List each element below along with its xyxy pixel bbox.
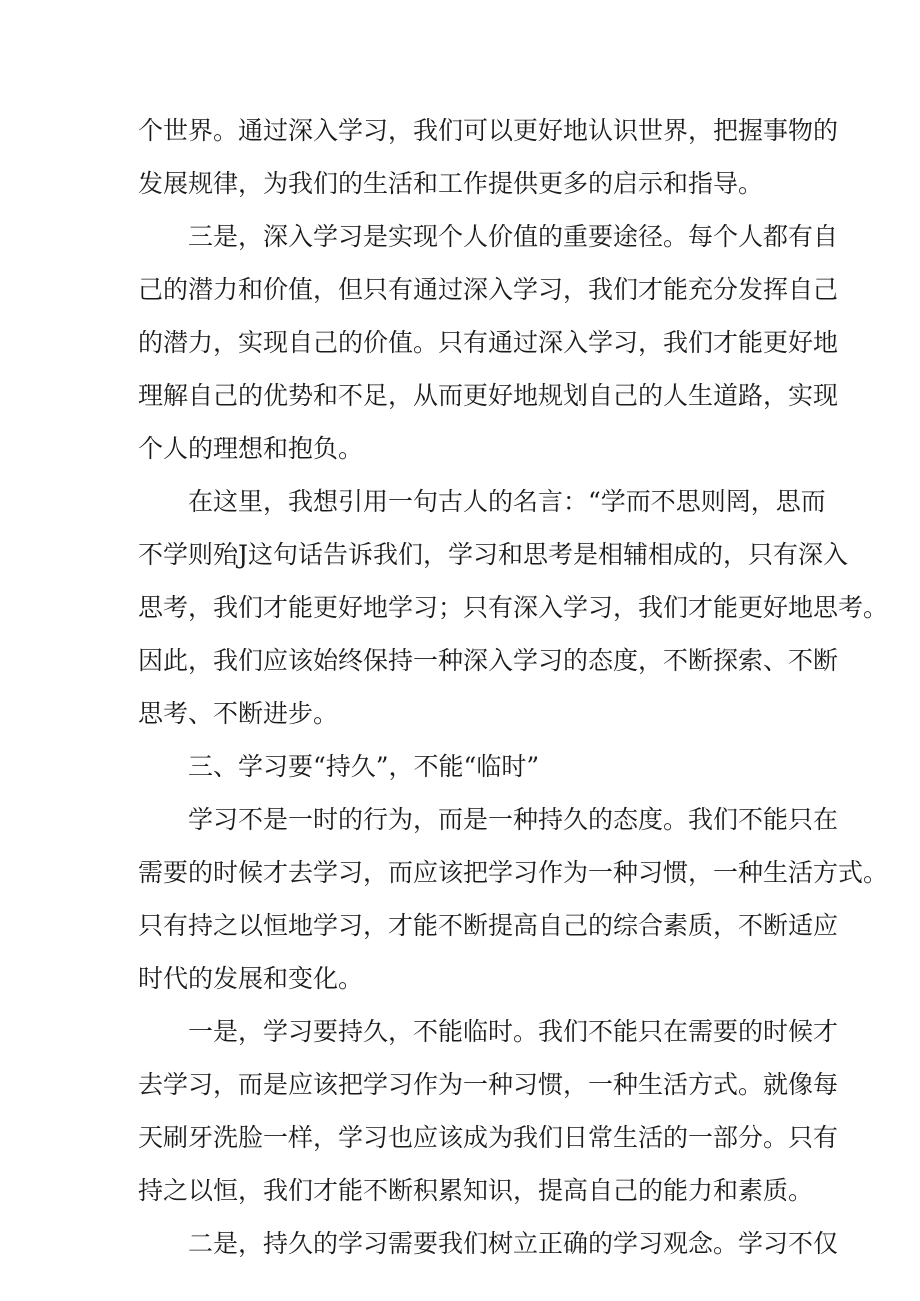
section-heading: 三、学习要“持久”，不能“临时”: [188, 752, 540, 781]
text-line: 己的潜力和价值，但只有通过深入学习，我们才能充分发挥自己: [138, 275, 839, 304]
text-line: 去学习，而是应该把学习作为一种习惯，一种生活方式。就像每: [138, 1070, 839, 1099]
document-body: [138, 104, 889, 1270]
text-line: 天刷牙洗脸一样，学习也应该成为我们日常生活的一部分。只有: [138, 1123, 839, 1152]
text-line: 思考、不断进步。: [138, 699, 339, 728]
text-line: 因此，我们应该始终保持一种深入学习的态度，不断探索、不断: [138, 646, 839, 675]
text-line: 在这里，我想引用一句古人的名言：“学而不思则罔，思而: [188, 487, 826, 516]
text-line: 时代的发展和变化。: [138, 964, 364, 993]
text-line: 持之以恒，我们才能不断积累知识，提高自己的能力和素质。: [138, 1176, 814, 1205]
text-line: 需要的时候才去学习，而应该把学习作为一种习惯，一种生活方式。: [138, 858, 889, 887]
text-line: 的潜力，实现自己的价值。只有通过深入学习，我们才能更好地: [138, 328, 839, 357]
text-line: 一是，学习要持久，不能临时。我们不能只在需要的时候才: [188, 1017, 839, 1046]
text-line: 个人的理想和抱负。: [138, 434, 364, 463]
text-line: 发展规律，为我们的生活和工作提供更多的启示和指导。: [138, 169, 764, 198]
text-line: 理解自己的优势和不足，从而更好地规划自己的人生道路，实现: [138, 381, 839, 410]
text-line: 学习不是一时的行为，而是一种持久的态度。我们不能只在: [188, 805, 839, 834]
text-line: 个世界。通过深入学习，我们可以更好地认识世界，把握事物的: [138, 116, 839, 145]
text-line: 不学则殆J这句话告诉我们，学习和思考是相辅相成的，只有深入: [138, 540, 849, 569]
text-line: 思考，我们才能更好地学习；只有深入学习，我们才能更好地思考。: [138, 593, 889, 622]
text-line: 只有持之以恒地学习，才能不断提高自己的综合素质，不断适应: [138, 911, 839, 940]
text-line: 二是，持久的学习需要我们树立正确的学习观念。学习不仅: [188, 1229, 839, 1258]
text-line: 三是，深入学习是实现个人价值的重要途径。每个人都有自: [188, 222, 839, 251]
